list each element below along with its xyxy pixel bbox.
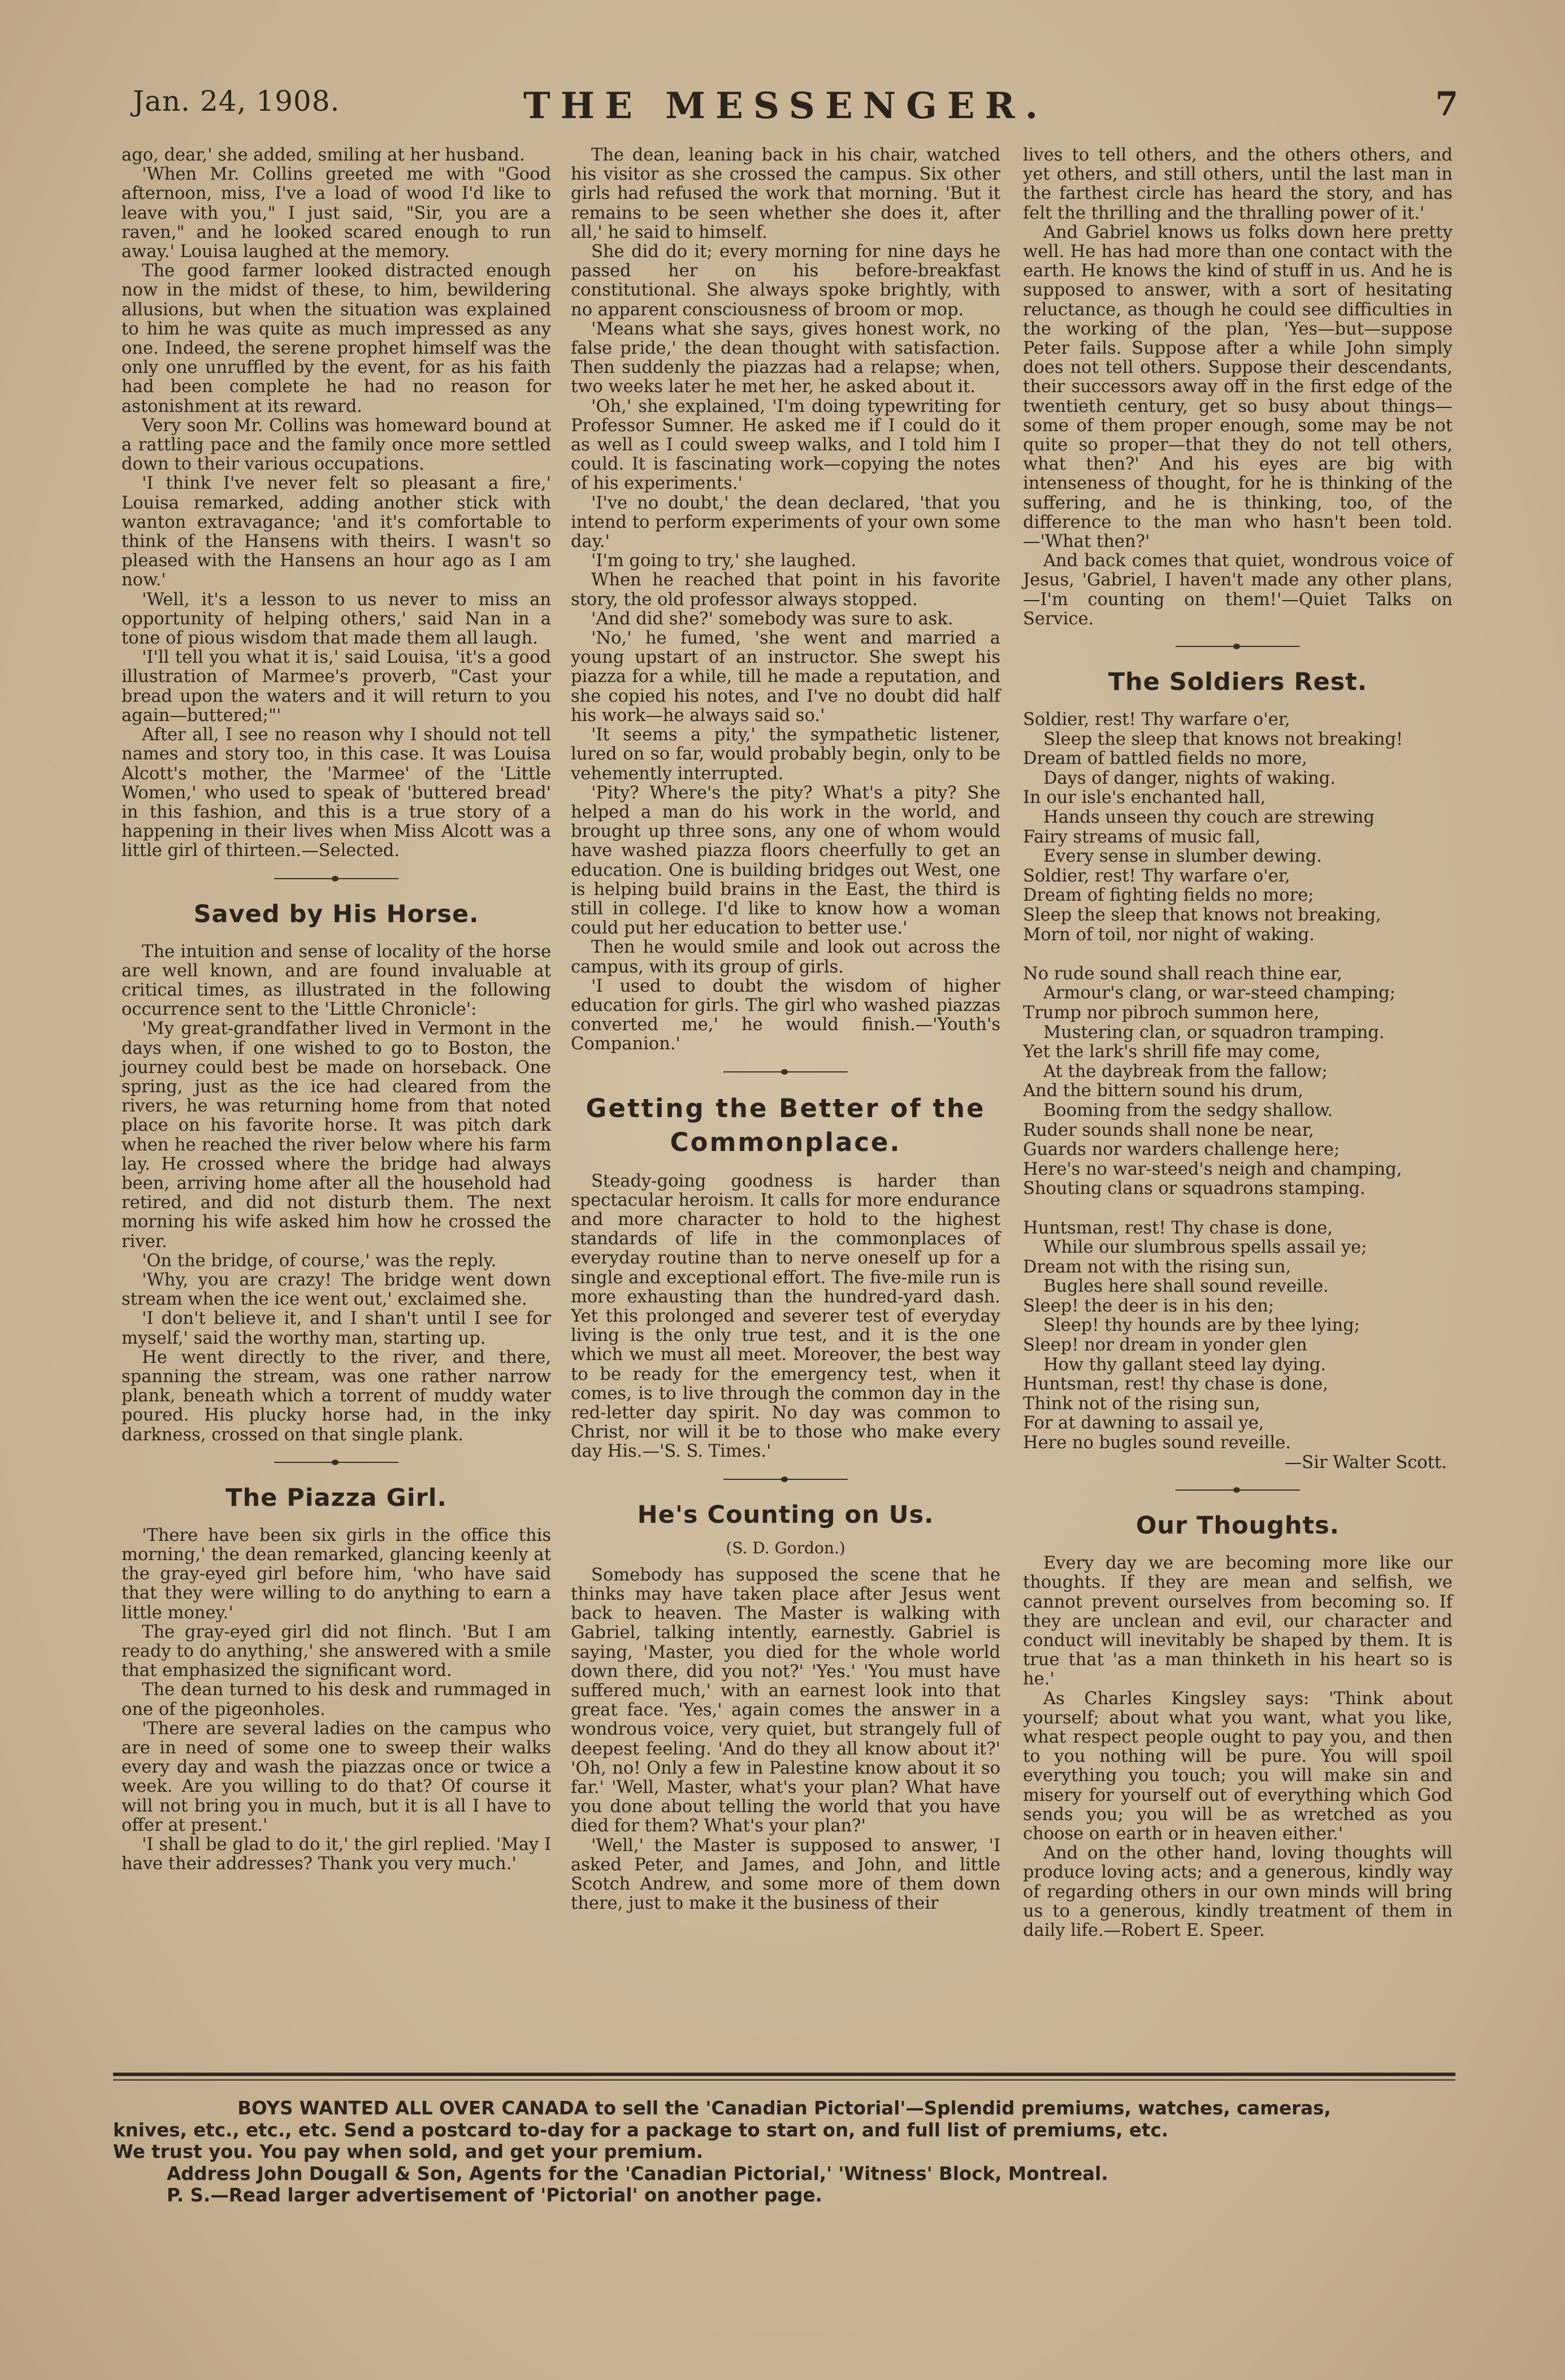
paragraph: The dean, leaning back in his chair, watched his visitor as she crossed the campus. Six other girls had refused the work that morning. 'But it remains to be seen whether she does it, after all,' he said to himself.: [571, 145, 1000, 242]
poem-line: Sleep! the deer is in his den;: [1023, 1296, 1274, 1316]
paragraph: Very soon Mr. Collins was homeward bound at a rattling pace and the family once more settled down to their various occupations.: [122, 415, 551, 475]
footer-rule-thick: [113, 2073, 1455, 2076]
poem-line: Huntsman, rest! Thy chase is done,: [1023, 1218, 1333, 1238]
poem-line: Ruder sounds shall none be near,: [1023, 1120, 1314, 1140]
section-divider: [1176, 644, 1300, 649]
paragraph: The gray-eyed girl did not flinch. 'But I am ready to do anything,' she answered with a smile that emphasized the significant word.: [122, 1622, 551, 1681]
page-header: [113, 85, 1458, 130]
masthead-title: THE MESSENGER.: [523, 85, 1048, 127]
poem-line: Here's no war-steed's neigh and champing,: [1023, 1159, 1402, 1179]
section-divider: [274, 1460, 398, 1465]
paragraph: When he reached that point in his favorite story, the old professor always stopped.: [571, 570, 1000, 610]
column-3: [1023, 146, 1453, 1940]
paragraph: ago, dear,' she added, smiling at her husband.: [122, 145, 525, 165]
poem-line: Think not of the rising sun,: [1023, 1393, 1260, 1414]
poem-line: Soldier, rest! Thy warfare o'er,: [1023, 710, 1290, 730]
column-2: [571, 146, 1000, 1913]
poem-line: Soldier, rest! Thy warfare o'er,: [1023, 866, 1290, 886]
paragraph: 'I've no doubt,' the dean declared, 'that you intend to perform experiments of your own some day.': [571, 493, 1000, 552]
paragraph: 'I think I've never felt so pleasant a fire,' Louisa remarked, adding another stick with wanton extravagance; 'and it's comfortable to think of the Hansens with theirs. I wasn't so pleased with the Hansens an hour ago as I am now.': [122, 474, 551, 590]
section-divider: [723, 1476, 848, 1482]
poem-line: Sleep the sleep that knows not breaking,: [1023, 905, 1381, 926]
ad-line: Address John Dougall & Son, Agents for the 'Canadian Pictorial,' 'Witness' Block, Montreal.: [167, 2162, 1108, 2184]
poem-line: Every sense in slumber dewing.: [1043, 846, 1323, 867]
paragraph: 'Well,' the Master is supposed to answer, 'I asked Peter, and James, and John, and little Scotch Andrew, and some more of them down there, just to make it the business of their: [571, 1835, 1000, 1914]
paragraph: 'Well, it's a lesson to us never to miss an opportunity of helping others,' said Nan in a tone of pious wisdom that made them all laugh.: [122, 589, 551, 649]
poem-line: Days of danger, nights of waking.: [1043, 768, 1336, 788]
story-continuation: [122, 146, 551, 861]
poem-soldiers-rest: [1023, 710, 1453, 1473]
article-title-counting-on-us: He's Counting on Us.: [637, 1500, 934, 1529]
column-1: [122, 146, 551, 1874]
section-divider: [723, 1069, 848, 1075]
article-counting-on-us-continued: [1023, 146, 1453, 629]
footer-rule-thin: [113, 2079, 1455, 2081]
article-title-better-commonplace: [571, 1092, 1000, 1159]
paragraph: lives to tell others, and the others others, and yet others, and still others, until the last man in the farthest circle has heard the story, and has felt the thrilling and the thralling power of it.': [1023, 145, 1453, 223]
section-divider: [274, 876, 398, 881]
title-line-1: Getting the Better of the: [586, 1093, 986, 1123]
paragraph: The intuition and sense of locality of the horse are well known, and are found invaluable at critical times, as illustrated in the following occurrence sent to the 'Little Chronicle':: [122, 941, 551, 1020]
section-divider: [1176, 1487, 1300, 1493]
paragraph: 'Oh,' she explained, 'I'm doing typewriting for Professor Sumner. He asked me if I could do it as well as I could sweep walks, and I told him I could. It is fascinating work—copying the notes of his experiments.': [571, 396, 1000, 494]
paragraph: 'My great-grandfather lived in Vermont in the days when, if one wished to go to Boston, the journey could best be made on horseback. One spring, just as the ice had cleared from the rivers, he was returning home from that noted place on his favorite horse. It was pitch dark when he reached the river below where his farm lay. He crossed where the bridge had always been, arriving home after all the household had retired, and did not disturb them. The next morning his wife asked him how he crossed the river.: [122, 1019, 551, 1252]
poem-line: Booming from the sedgy shallow.: [1043, 1100, 1333, 1120]
paragraph: 'On the bridge, of course,' was the reply.: [142, 1250, 497, 1271]
paragraph: 'I shall be glad to do it,' the girl replied. 'May I have their addresses? Thank you very much.': [122, 1835, 551, 1874]
poem-line: Armour's clang, or war-steed champing;: [1043, 983, 1396, 1004]
poem-line: Huntsman, rest! thy chase is done,: [1023, 1374, 1328, 1395]
article-piazza-girl-continued: [571, 146, 1000, 1054]
stanza-break: [1023, 1199, 1453, 1219]
article-title-saved-by-his-horse: Saved by His Horse.: [193, 900, 479, 928]
paragraph: 'No,' he fumed, 'she went and married a young upstart of an instructor. She swept his piazza for a while, till he made a reputation, and she copied his notes, and I've no doubt did half his work—he always said so.': [571, 628, 1000, 726]
article-byline: (S. D. Gordon.): [726, 1538, 846, 1557]
poem-line: Morn of toil, nor night of waking.: [1023, 924, 1315, 945]
poem-line: At the daybreak from the fallow;: [1043, 1061, 1328, 1082]
ad-line: We trust you. You pay when sold, and get your premium.: [113, 2141, 704, 2163]
paragraph: Somebody has supposed the scene that he thinks may have taken place after Jesus went back to heaven. The Master is walking with Gabriel, talking intently, earnestly. Gabriel is saying, 'Master, you died for the whole world down there, did you not?' 'Yes.' 'You must have suffered much,' with an earnest look into that great face. 'Yes,' again comes the answer in a wondrous voice, very quiet, but strangely full of deepest feeling. 'And do they all know about it?' 'Oh, no! Only a few in Palestine know about it so far.' 'Well, Master, what's your plan? What have you done about telling the world that you have died for them? What's your plan?': [571, 1565, 1000, 1836]
ad-line: P. S.—Read larger advertisement of 'Pictorial' on another page.: [167, 2184, 822, 2207]
poem-line: Hands unseen thy couch are strewing: [1043, 807, 1375, 828]
title-line-2: Commonplace.: [670, 1127, 901, 1157]
article-title-our-thoughts: Our Thoughts.: [1135, 1512, 1340, 1540]
paragraph: 'I'm going to try,' she laughed.: [591, 551, 857, 571]
poem-line: Guards nor warders challenge here;: [1023, 1140, 1340, 1160]
paragraph: 'It seems a pity,' the sympathetic listener, lured on so far, would probably begin, only to be vehemently interrupted.: [571, 725, 1000, 784]
paragraph: After all, I see no reason why I should not tell names and story too, in this case. It was Louisa Alcott's mother, the 'Marmee' of the 'Little Women,' who used to speak of 'buttered bread' in this fashion, and this is a true story of a happening in their lives when Miss Alcott was a little girl of thirteen.—Selected.: [122, 725, 551, 861]
paragraph: 'I'll tell you what it is,' said Louisa, 'it's a good illustration of Marmee's proverb, "Cast your bread upon the waters and it will return to you again—buttered;"': [122, 648, 551, 726]
poem-line: Sleep! thy hounds are by thee lying;: [1043, 1315, 1360, 1336]
poem-line: While our slumbrous spells assail ye;: [1043, 1237, 1367, 1258]
poem-title-soldiers-rest: The Soldiers Rest.: [1108, 668, 1368, 697]
article-better-commonplace: [571, 1172, 1000, 1462]
article-our-thoughts: [1023, 1554, 1453, 1940]
article-title-piazza-girl: The Piazza Girl.: [226, 1483, 447, 1512]
poem-line: No rude sound shall reach thine ear,: [1023, 963, 1342, 984]
poem-line: In our isle's enchanted hall,: [1023, 788, 1266, 808]
stanza-break: [1023, 945, 1453, 965]
poem-line: Here no bugles sound reveille.: [1023, 1433, 1291, 1453]
poem-line: And the bittern sound his drum,: [1023, 1081, 1303, 1101]
poem-line: Dream of fighting fields no more;: [1023, 885, 1314, 906]
paragraph: Steady-going goodness is harder than spectacular heroism. It calls for more endurance and more character to hold to the highest standards of life in the commonplaces of everyday routine than to nerve oneself up for a single and exceptional effort. The five-mile run is more exhausting than the hundred-yard dash. Yet this prolonged and severer test of everyday living is the only true test, and it is the one which we must all meet. Moreover, the best way to be ready for the emergency test, when it comes, is to live through the common day in the red-letter day spirit. No day was common to Christ, nor will it be to those who make every day His.—'S. S. Times.': [571, 1171, 1000, 1462]
poem-line: Bugles here shall sound reveille.: [1043, 1276, 1329, 1297]
paragraph: 'I don't believe it, and I shan't until I see for myself,' said the worthy man, starting up.: [122, 1309, 551, 1348]
poem-line: Fairy streams of music fall,: [1023, 827, 1261, 847]
paragraph: The good farmer looked distracted enough now in the midst of these, to him, bewildering allusions, but when the situation was explained to him he was quite as much impressed as any one. Indeed, the serene prophet himself was the only one unruffled by the event, for as his faith had been complete he had no reason for astonishment at its reward.: [122, 261, 551, 416]
poem-author: —Sir Walter Scott.: [1284, 1452, 1447, 1473]
poem-line: Sleep! nor dream in yonder glen: [1023, 1335, 1307, 1356]
poem-line: Shouting clans or squadrons stamping.: [1023, 1179, 1365, 1199]
paragraph: 'I used to doubt the wisdom of higher education for girls. The girl who washed piazzas converted me,' he would finish.—'Youth's Companion.': [571, 976, 1000, 1054]
paragraph: 'When Mr. Collins greeted me with "Good afternoon, miss, I've a load of wood I'd like to leave with you," I just said, "Sir, you are a raven," and he looked scared enough to run away.' Louisa laughed at the memory.: [122, 164, 551, 262]
poem-line: How thy gallant steed lay dying.: [1043, 1354, 1326, 1375]
paragraph: Then he would smile and look out across the campus, with its group of girls.: [571, 937, 1000, 977]
ad-line: BOYS WANTED ALL OVER CANADA to sell the 'Canadian Pictorial'—Splendid premiums, watches, cameras,: [237, 2097, 1331, 2119]
paragraph: And back comes that quiet, wondrous voice of Jesus, 'Gabriel, I haven't made any other plans,—I'm counting on them!'—Quiet Talks on Service.: [1023, 551, 1453, 629]
article-saved-by-his-horse: [122, 943, 551, 1445]
paragraph: Every day we are becoming more like our thoughts. If they are mean and selfish, we cannot prevent ourselves from becoming so. If they are unclean and evil, our character and conduct will inevitably be shaped by them. It is true that 'as a man thinketh in his heart so is he.': [1023, 1553, 1453, 1690]
ad-line: knives, etc., etc., etc. Send a postcard to-day for a package to start on, and full list of premiums, etc.: [113, 2119, 1169, 2141]
paragraph: 'Why, you are crazy! The bridge went down stream when the ice went out,' exclaimed she.: [122, 1270, 551, 1310]
poem-line: Sleep the sleep that knows not breaking!: [1043, 729, 1403, 749]
paragraph: The dean turned to his desk and rummaged in one of the pigeonholes.: [122, 1680, 551, 1719]
paragraph: He went directly to the river, and there, spanning the stream, was one rather narrow plank, beneath which a torrent of muddy water poured. His plucky horse had, in the inky darkness, crossed on that single plank.: [122, 1347, 551, 1445]
poem-line: Yet the lark's shrill fife may come,: [1023, 1042, 1321, 1062]
poem-line: Dream of battled fields no more,: [1023, 749, 1307, 769]
paragraph: 'And did she?' somebody was sure to ask.: [591, 609, 953, 629]
paragraph: And on the other hand, loving thoughts will produce loving acts; and a generous, kindly way of regarding others in our own minds will bring us to a generous, kindly treatment of them in daily life.—Robert E. Speer.: [1023, 1843, 1453, 1941]
paragraph: And Gabriel knows us folks down here pretty well. He has had more than one contact with the earth. He knows the kind of stuff in us. And he is supposed to answer, with a sort of hesitating reluctance, as though he could see difficulties in the working of the plan, 'Yes—but—suppose Peter fails. Suppose after a while John simply does not tell others. Suppose their descendants, their successors away off in the first edge of the twentieth century, get so busy about things—some of them proper enough, some may be not quite so proper—that they do not tell others, what then?' And his eyes are big with intenseness of thought, for he is thinking of the suffering, and he is thinking, too, of the difference to the man who hasn't been told.—'What then?': [1023, 222, 1453, 552]
article-counting-on-us: [571, 1566, 1000, 1914]
paragraph: 'Means what she says, gives honest work, no false pride,' the dean thought with satisfaction. Then suddenly the piazzas had a relapse; when, two weeks later he met her, he asked about it.: [571, 319, 1000, 397]
paragraph: As Charles Kingsley says: 'Think about yourself; about what you want, what you like, what respect people ought to pay you, and then to you nothing will be pure. You will spoil everything you touch; you will make sin and misery for yourself out of everything which God sends you; you will be as wretched as you choose on earth or in heaven either.': [1023, 1688, 1453, 1844]
page-number: 7: [1435, 85, 1458, 123]
paragraph: 'Pity? Where's the pity? What's a pity? She helped a man do his work in the world, and brought up three sons, any one of whom would have washed piazza floors cheerfully to get an education. One is building bridges out West, one is helping build brains in the East, the third is still in college. I'd like to know how a woman could put her education to better use.': [571, 783, 1000, 939]
poem-line: Trump nor pibroch summon here,: [1023, 1002, 1320, 1023]
poem-line: Mustering clan, or squadron tramping.: [1043, 1022, 1385, 1043]
paragraph: She did do it; every morning for nine days he passed her on his before-breakfast constitutional. She always spoke brightly, with no apparent consciousness of broom or mop.: [571, 242, 1000, 320]
article-piazza-girl: [122, 1526, 551, 1874]
paragraph: 'There are several ladies on the campus who are in need of some one to sweep their walks every day and wash the piazzas once or twice a week. Are you willing to do that? Of course it will not bring you in much, but it is all I have to offer at present.': [122, 1718, 551, 1835]
poem-line: For at dawning to assail ye,: [1023, 1413, 1264, 1434]
poem-line: Dream not with the rising sun,: [1023, 1257, 1291, 1277]
paragraph: 'There have been six girls in the office this morning,' the dean remarked, glancing keenly at the gray-eyed girl before him, 'who have said that they were willing to do anything to earn a little money.': [122, 1525, 551, 1623]
issue-date: Jan. 24, 1908.: [133, 85, 340, 118]
advertisement-boys-wanted: [113, 2097, 1455, 2207]
